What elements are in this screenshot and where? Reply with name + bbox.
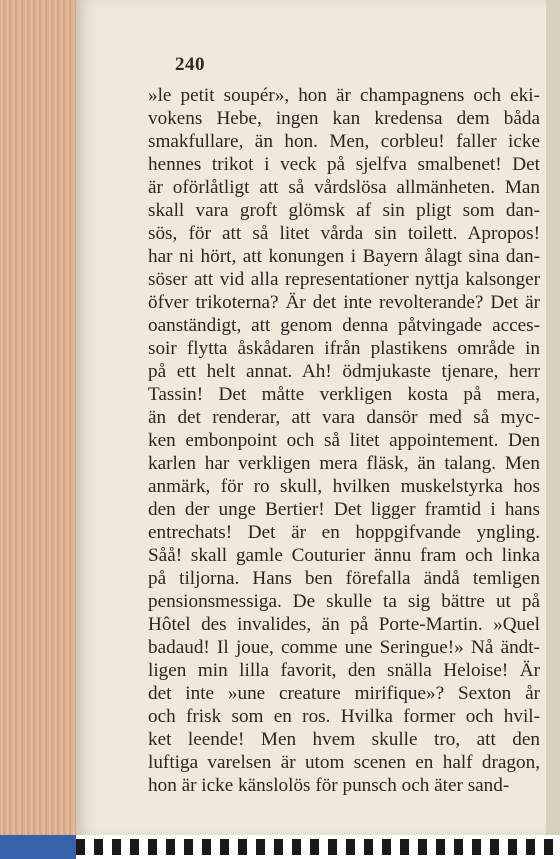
text-line: karlen har verkligen mera fläsk, än talang. Men (148, 453, 540, 474)
text-line: hennes trikot i veck på sjelfva smalbenet! Det (148, 154, 540, 175)
text-line: Tassin! Det måtte verkligen kosta på mera, (148, 384, 540, 405)
text-line: det inte »une creature mirifique»? Sexton år (148, 683, 540, 704)
facing-page-margin (546, 0, 560, 835)
scan-ruler (0, 835, 560, 859)
text-line: Hôtel des invalides, än på Porte-Martin. »Quel (148, 614, 540, 635)
book-page-edge (0, 0, 78, 835)
text-line: den der unge Bertier! Det ligger framtid i hans (148, 499, 540, 520)
text-line: entrechats! Det är en hoppgifvande yngling. (148, 522, 540, 543)
text-line: hon är icke känslolös för punsch och äter sand- (148, 775, 510, 796)
ruler-ticks (76, 839, 560, 855)
text-line: pensionsmessiga. De skulle ta sig bättre ut på (148, 591, 540, 612)
text-line: oanständigt, att genom denna påtvingade acces- (148, 315, 540, 336)
text-line: på tiljorna. Hans ben förefalla ändå temligen (148, 568, 540, 589)
text-line: Såå! skall gamle Couturier ännu fram och linka (148, 545, 540, 566)
text-line: soir flytta åskådaren ifrån plastikens område in (148, 338, 540, 359)
text-line: söser att vid alla representationer nyttja kalsonger (148, 269, 540, 290)
text-line: badaud! Il joue, comme une Seringue!» Nå ändt- (148, 637, 540, 658)
text-line: har ni hört, att konungen i Bayern ålagt sina dan- (148, 246, 540, 267)
text-line: vokens Hebe, ingen kan kredensa dem båda (148, 108, 540, 129)
text-line: skall vara groft glömsk af sin pligt som dan- (148, 200, 540, 221)
text-line: anmärk, för ro skull, hvilken muskelstyrka hos (148, 476, 540, 497)
text-line: luftiga varelsen är utom scenen en half dragon, (148, 752, 540, 773)
text-line: är oförlåtligt att så vårdslösa allmänheten. Man (148, 177, 540, 198)
text-line: och frisk som en ros. Hvilka former och hvil- (148, 706, 540, 727)
page-number: 240 (175, 54, 205, 75)
text-line: »le petit soupér», hon är champagnens och eki- (148, 85, 540, 106)
text-line: ken embonpoint och så litet appointement. Den (148, 430, 540, 451)
text-line: ket leende! Men hvem skulle tro, att den (148, 729, 540, 750)
text-line: än det renderar, att vara dansör med så myc- (148, 407, 540, 428)
text-line: öfver trikoterna? Är det inte revolterande? Det är (148, 292, 540, 313)
text-line: på ett helt annat. Ah! ödmjukaste tjenare, herr (148, 361, 540, 382)
text-line: smakfullare, än hon. Men, corbleu! faller icke (148, 131, 540, 152)
body-text (148, 84, 540, 797)
ruler-color-bar (0, 835, 76, 859)
text-line: sös, för att så litet vårda sin toilett. Apropos! (148, 223, 540, 244)
text-line: ligen min lilla favorit, den snälla Heloise! Är (148, 660, 540, 681)
